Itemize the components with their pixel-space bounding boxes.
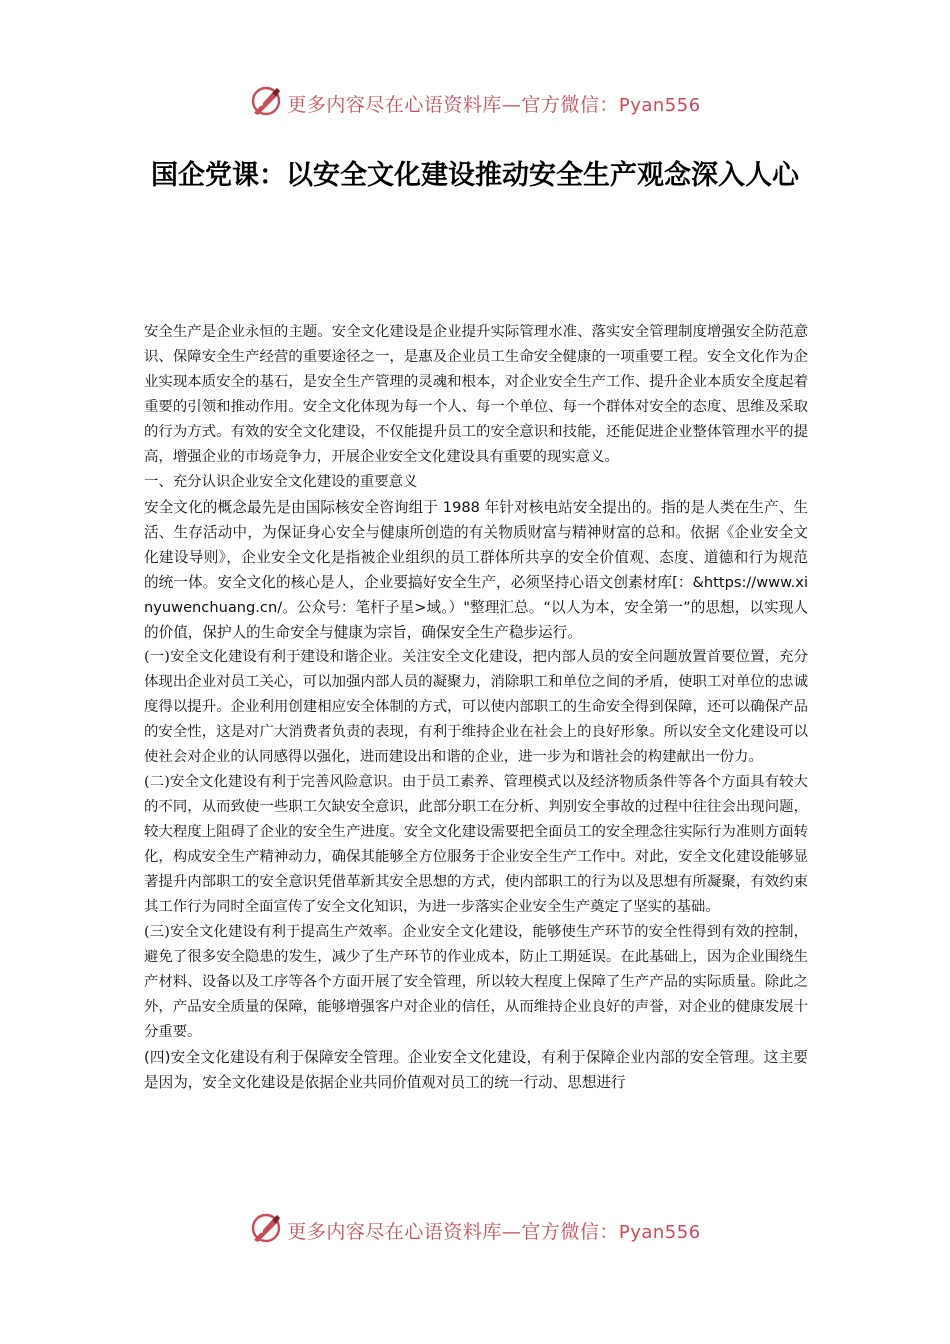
paragraph-point-1: (一)安全文化建设有利于建设和谐企业。关注安全文化建设，把内部人员的安全问题放置首要位置，充分体现出企业对员工关心，可以加强内部人员的凝聚力，消除职工和单位之间的矛盾，使职工对单位的忠诚度得以提升。企业利用创建相应安全体制的方式，可以使内部职工的生命安全得到保障，还可以确保产品的安全性，这是对广大消费者负责的表现，有利于维持企业在社会上的良好形象。所以安全文化建设可以使社会对企业的认同感得以强化，进而建设出和谐的企业，进一步为和谐社会的构建献出一份力。 xyxy=(144,649,808,765)
paragraph-point-4: (四)安全文化建设有利于保障安全管理。企业安全文化建设，有利于保障企业内部的安全管理。这主要是因为，安全文化建设是依据企业共同价值观对员工的统一行动、思想进行 xyxy=(144,1049,808,1091)
pen-logo-icon xyxy=(249,1211,283,1250)
paragraph-point-3: (三)安全文化建设有利于提高生产效率。企业安全文化建设，能够使生产环节的安全性得到有效的控制，避免了很多安全隐患的发生，减少了生产环节的作业成本，防止工期延误。在此基础上，因为企业围绕生产材料、设备以及工序等各个方面开展了安全管理，所以较大程度上保障了生产产品的实际质量。除此之外，产品安全质量的保障，能够增强客户对企业的信任，从而维持企业良好的声誉，对企业的健康发展十分重要。 xyxy=(144,924,808,1040)
document-title: 国企党课：以安全文化建设推动安全生产观念深入人心 xyxy=(151,160,799,191)
paragraph-definition: 安全文化的概念最先是由国际核安全咨询组于 1988 年针对核电站安全提出的。指的是人类在生产、生活、生存活动中，为保证身心安全与健康所创造的有关物质财富与精神财富的总和。依据《企业安全文化建设导则》，企业安全文化是指被企业组织的员工群体所共享的安全价值观、态度、道德和行为规范的统一体。安全文化的核心是人，企业要搞好安全生产，必须坚持心语文创素材库[：&https://www.xinyuwenchuang.cn/。公众号：笔杆子星>域。）"整理汇总。“以人为本，安全第一”的思想，以实现人的价值，保护人的生命安全与健康为宗旨，确保安全生产稳步运行。 xyxy=(144,499,808,641)
footer-watermark xyxy=(0,1211,950,1250)
paragraph-intro: 安全生产是企业永恒的主题。安全文化建设是企业提升实际管理水准、落实安全管理制度增强安全防范意识、保障安全生产经营的重要途径之一，是惠及企业员工生命安全健康的一项重要工程。安全文化作为企业实现本质安全的基石，是安全生产管理的灵魂和根本，对企业安全生产工作、提升企业本质安全度起着重要的引领和推动作用。安全文化体现为每一个人、每一个单位、每一个群体对安全的态度、思维及采取的行为方式。有效的安全文化建设，不仅能提升员工的安全意识和技能，还能促进企业整体管理水平的提高，增强企业的市场竞争力，开展企业安全文化建设具有重要的现实意义。 xyxy=(144,324,808,465)
header-watermark xyxy=(0,84,950,123)
pen-logo-icon xyxy=(249,84,283,123)
wechat-id: Pyan556 xyxy=(618,1222,701,1243)
paragraph-point-2: (二)安全文化建设有利于完善风险意识。由于员工素养、管理模式以及经济物质条件等各个方面具有较大的不同，从而致使一些职工欠缺安全意识，此部分职工在分析、判别安全事故的过程中往往会出现问题，较大程度上阻碍了企业的安全生产进度。安全文化建设需要把全面员工的安全理念往实际行为准则方面转化，构成安全生产精神动力，确保其能够全方位服务于企业安全生产工作中。对此，安全文化建设能够显著提升内部职工的安全意识凭借革新其安全思想的方式，使内部职工的行为以及思想有所凝聚，有效约束其工作行为同时全面宣传了安全文化知识，为进一步落实企业安全生产奠定了坚实的基础。 xyxy=(144,774,808,915)
section-heading: 一、充分认识企业安全文化建设的重要意义 xyxy=(144,474,418,490)
wechat-id: Pyan556 xyxy=(618,95,701,116)
brand-text: 更多内容尽在心语资料库—官方微信： xyxy=(287,94,619,116)
document-body xyxy=(144,320,808,1095)
brand-text: 更多内容尽在心语资料库—官方微信： xyxy=(287,1221,619,1243)
